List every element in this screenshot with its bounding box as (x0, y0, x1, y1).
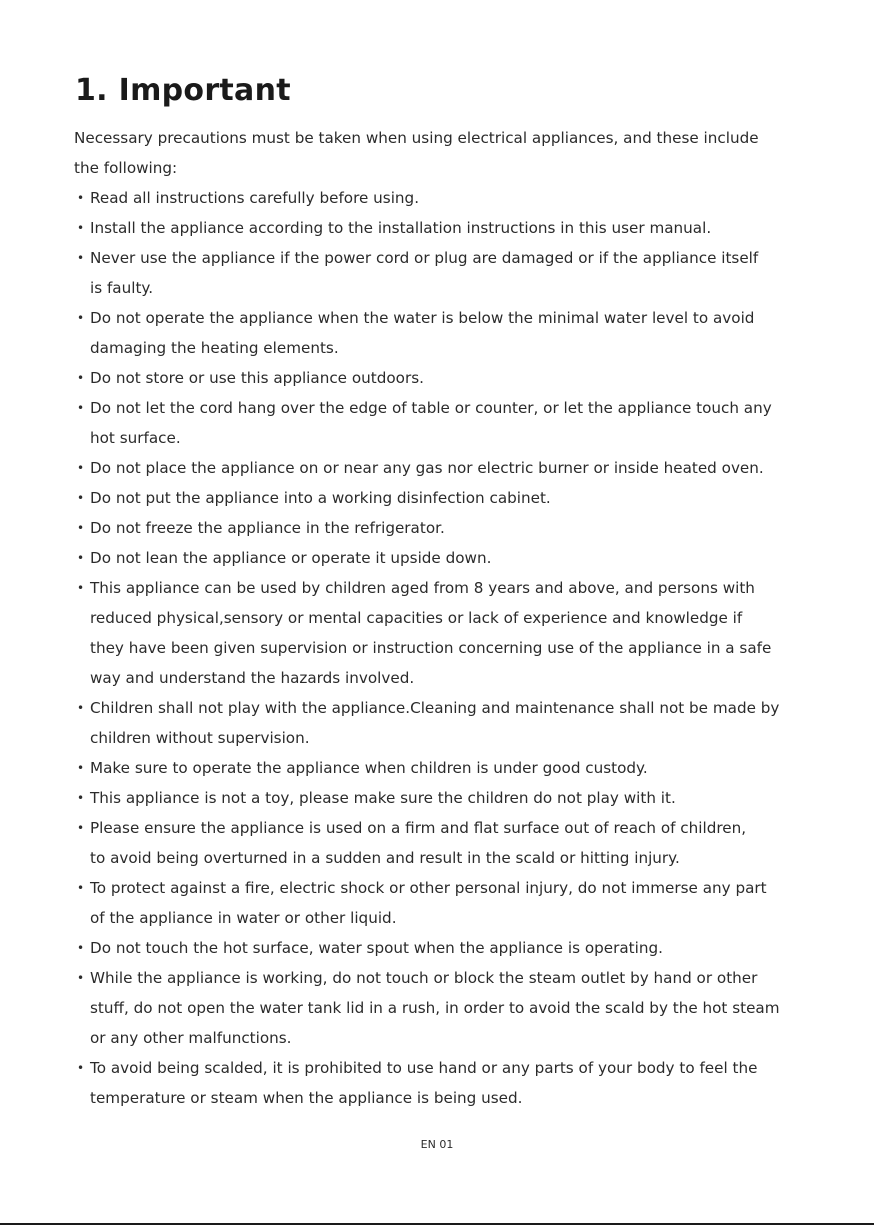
list-item-continuation: they have been given supervision or instruction concerning use of the appliance in a safe (90, 639, 772, 657)
bullet-icon: • (77, 311, 85, 325)
list-item-text: Never use the appliance if the power cord or plug are damaged or if the appliance itself (90, 249, 759, 267)
list-item (77, 963, 782, 1053)
bullet-icon: • (77, 371, 85, 385)
list-item-continuation: of the appliance in water or other liquid. (90, 909, 397, 927)
list-item (77, 933, 782, 963)
list-item-continuation: damaging the heating elements. (90, 339, 339, 357)
list-item-text: Read all instructions carefully before using. (90, 189, 420, 207)
list-item (77, 573, 782, 693)
list-item-text: Do not freeze the appliance in the refrigerator. (90, 519, 445, 537)
list-item (77, 1053, 782, 1113)
list-item-continuation: temperature or steam when the appliance is being used. (90, 1089, 523, 1107)
list-item (77, 873, 782, 933)
list-item-text: Children shall not play with the appliance.Cleaning and maintenance shall not be made by (90, 699, 780, 717)
bullet-icon: • (77, 881, 85, 895)
list-item-text: This appliance is not a toy, please make sure the children do not play with it. (90, 789, 676, 807)
precautions-list (77, 183, 782, 1113)
bullet-icon: • (77, 251, 85, 265)
list-item-text: Do not touch the hot surface, water spout when the appliance is operating. (90, 939, 663, 957)
list-item-text: Do not put the appliance into a working disinfection cabinet. (90, 489, 551, 507)
bullet-icon: • (77, 941, 85, 955)
list-item-continuation: reduced physical,sensory or mental capacities or lack of experience and knowledge if (90, 609, 743, 627)
bullet-icon: • (77, 701, 85, 715)
bullet-icon: • (77, 491, 85, 505)
bullet-icon: • (77, 521, 85, 535)
list-item-text: Do not operate the appliance when the water is below the minimal water level to avoid (90, 309, 755, 327)
bullet-icon: • (77, 221, 85, 235)
list-item-continuation: children without supervision. (90, 729, 310, 747)
list-item-continuation: to avoid being overturned in a sudden and result in the scald or hitting injury. (90, 849, 680, 867)
bullet-icon: • (77, 551, 85, 565)
list-item-continuation: stuff, do not open the water tank lid in a rush, in order to avoid the scald by the hot steam (90, 999, 780, 1017)
list-item-text: Install the appliance according to the installation instructions in this user manual. (90, 219, 712, 237)
list-item-text: Do not lean the appliance or operate it upside down. (90, 549, 492, 567)
list-item-continuation: way and understand the hazards involved. (90, 669, 415, 687)
bottom-divider (0, 1223, 874, 1225)
list-item (77, 813, 782, 873)
bullet-icon: • (77, 191, 85, 205)
page-number: EN 01 (420, 1138, 454, 1151)
section-title: 1. Important (75, 73, 291, 108)
list-item (77, 243, 782, 303)
list-item-continuation: or any other malfunctions. (90, 1029, 292, 1047)
list-item-text: Make sure to operate the appliance when children is under good custody. (90, 759, 648, 777)
intro-paragraph (74, 123, 774, 183)
intro-line: the following: (74, 159, 178, 177)
bullet-icon: • (77, 971, 85, 985)
bullet-icon: • (77, 581, 85, 595)
list-item (77, 453, 782, 483)
list-item-continuation: is faulty. (90, 279, 154, 297)
intro-line: Necessary precautions must be taken when using electrical appliances, and these include (74, 129, 759, 147)
list-item (77, 213, 782, 243)
list-item-text: Do not let the cord hang over the edge of table or counter, or let the appliance touch any (90, 399, 772, 417)
list-item (77, 783, 782, 813)
list-item (77, 543, 782, 573)
list-item (77, 303, 782, 363)
bullet-icon: • (77, 821, 85, 835)
list-item-text: Please ensure the appliance is used on a firm and flat surface out of reach of children, (90, 819, 747, 837)
bullet-icon: • (77, 761, 85, 775)
list-item (77, 183, 782, 213)
list-item-text: While the appliance is working, do not touch or block the steam outlet by hand or other (90, 969, 758, 987)
bullet-icon: • (77, 461, 85, 475)
list-item (77, 483, 782, 513)
bullet-icon: • (77, 401, 85, 415)
list-item-continuation: hot surface. (90, 429, 181, 447)
list-item (77, 513, 782, 543)
bullet-icon: • (77, 1061, 85, 1075)
bullet-icon: • (77, 791, 85, 805)
list-item-text: This appliance can be used by children aged from 8 years and above, and persons with (90, 579, 755, 597)
list-item-text: Do not place the appliance on or near any gas nor electric burner or inside heated oven. (90, 459, 764, 477)
list-item (77, 753, 782, 783)
list-item (77, 693, 782, 753)
list-item (77, 363, 782, 393)
list-item-text: To avoid being scalded, it is prohibited to use hand or any parts of your body to feel the (90, 1059, 758, 1077)
list-item-text: To protect against a fire, electric shock or other personal injury, do not immerse any part (90, 879, 767, 897)
list-item (77, 393, 782, 453)
list-item-text: Do not store or use this appliance outdoors. (90, 369, 424, 387)
